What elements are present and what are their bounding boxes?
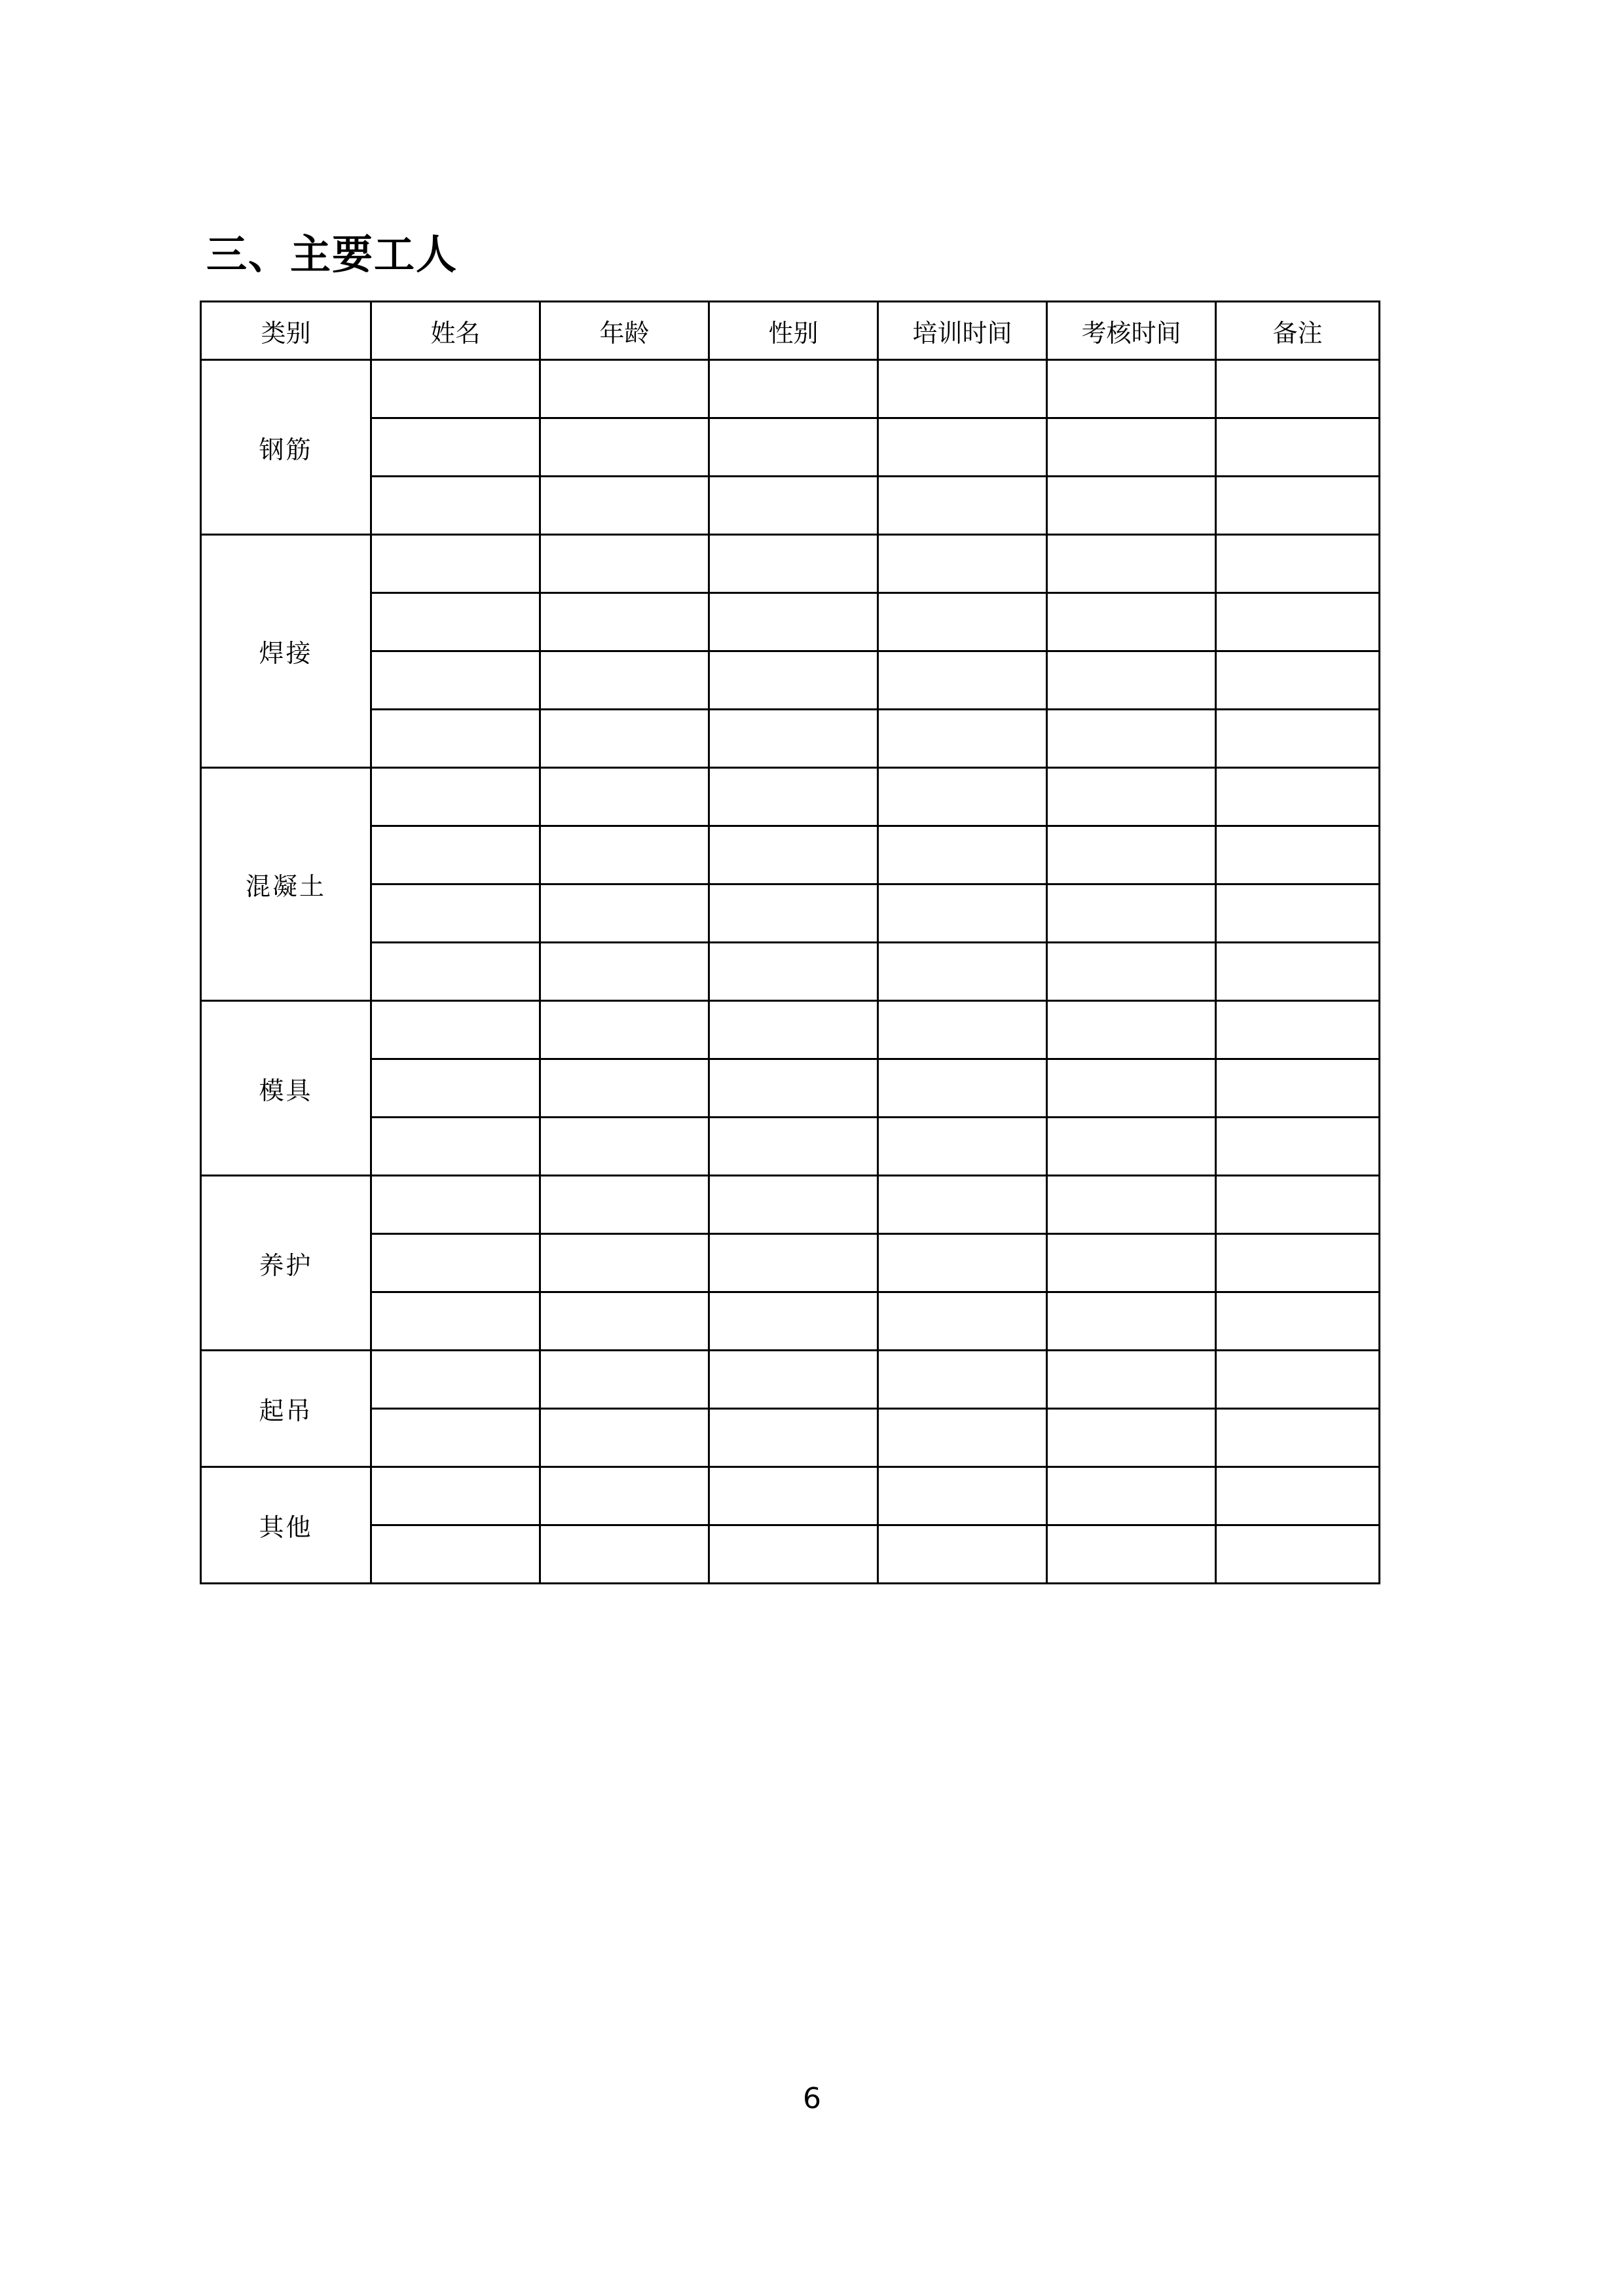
cell-gender[interactable] (709, 1351, 878, 1409)
column-header-age: 年龄 (540, 302, 709, 360)
cell-name[interactable] (371, 943, 540, 1001)
cell-name[interactable] (371, 593, 540, 651)
table-row (201, 418, 1380, 477)
cell-training-time[interactable] (878, 1409, 1047, 1467)
cell-training-time[interactable] (878, 768, 1047, 826)
cell-name[interactable] (371, 768, 540, 826)
category-cell-other: 其他 (201, 1467, 371, 1584)
cell-assessment-time[interactable] (1047, 477, 1216, 535)
table-row (201, 535, 1380, 593)
cell-training-time[interactable] (878, 1467, 1047, 1525)
cell-training-time[interactable] (878, 1234, 1047, 1292)
cell-name[interactable] (371, 360, 540, 418)
cell-age[interactable] (540, 1409, 709, 1467)
cell-name[interactable] (371, 1525, 540, 1584)
cell-assessment-time[interactable] (1047, 884, 1216, 943)
cell-assessment-time[interactable] (1047, 1234, 1216, 1292)
cell-age[interactable] (540, 943, 709, 1001)
cell-gender[interactable] (709, 535, 878, 593)
cell-remarks[interactable] (1216, 1118, 1380, 1176)
cell-remarks[interactable] (1216, 884, 1380, 943)
cell-age[interactable] (540, 826, 709, 884)
cell-age[interactable] (540, 1351, 709, 1409)
cell-remarks[interactable] (1216, 1525, 1380, 1584)
cell-gender[interactable] (709, 768, 878, 826)
table-row (201, 360, 1380, 418)
cell-gender[interactable] (709, 1409, 878, 1467)
cell-age[interactable] (540, 360, 709, 418)
cell-assessment-time[interactable] (1047, 535, 1216, 593)
cell-age[interactable] (540, 710, 709, 768)
cell-remarks[interactable] (1216, 826, 1380, 884)
cell-age[interactable] (540, 418, 709, 477)
cell-gender[interactable] (709, 826, 878, 884)
cell-name[interactable] (371, 535, 540, 593)
table-row (201, 1234, 1380, 1292)
cell-training-time[interactable] (878, 593, 1047, 651)
cell-name[interactable] (371, 884, 540, 943)
category-cell-rebar: 钢筋 (201, 360, 371, 535)
cell-gender[interactable] (709, 943, 878, 1001)
cell-training-time[interactable] (878, 1118, 1047, 1176)
table-row (201, 1525, 1380, 1584)
column-header-name: 姓名 (371, 302, 540, 360)
cell-training-time[interactable] (878, 710, 1047, 768)
cell-remarks[interactable] (1216, 1001, 1380, 1059)
cell-remarks[interactable] (1216, 943, 1380, 1001)
table-row (201, 651, 1380, 710)
cell-gender[interactable] (709, 1234, 878, 1292)
cell-age[interactable] (540, 1234, 709, 1292)
cell-name[interactable] (371, 1176, 540, 1234)
cell-remarks[interactable] (1216, 535, 1380, 593)
column-header-training-time: 培训时间 (878, 302, 1047, 360)
table-row (201, 768, 1380, 826)
main-workers-table (200, 301, 1380, 1584)
cell-name[interactable] (371, 1409, 540, 1467)
table-row (201, 943, 1380, 1001)
cell-remarks[interactable] (1216, 1351, 1380, 1409)
cell-training-time[interactable] (878, 1525, 1047, 1584)
cell-training-time[interactable] (878, 477, 1047, 535)
cell-age[interactable] (540, 1118, 709, 1176)
cell-remarks[interactable] (1216, 477, 1380, 535)
category-cell-concrete: 混凝土 (201, 768, 371, 1001)
cell-assessment-time[interactable] (1047, 943, 1216, 1001)
cell-gender[interactable] (709, 710, 878, 768)
cell-gender[interactable] (709, 1118, 878, 1176)
column-header-assessment-time: 考核时间 (1047, 302, 1216, 360)
cell-age[interactable] (540, 651, 709, 710)
cell-assessment-time[interactable] (1047, 1525, 1216, 1584)
cell-remarks[interactable] (1216, 1292, 1380, 1351)
cell-name[interactable] (371, 1351, 540, 1409)
cell-assessment-time[interactable] (1047, 710, 1216, 768)
cell-remarks[interactable] (1216, 360, 1380, 418)
cell-gender[interactable] (709, 651, 878, 710)
category-cell-hoisting: 起吊 (201, 1351, 371, 1467)
cell-assessment-time[interactable] (1047, 1467, 1216, 1525)
cell-training-time[interactable] (878, 418, 1047, 477)
cell-assessment-time[interactable] (1047, 593, 1216, 651)
cell-assessment-time[interactable] (1047, 1001, 1216, 1059)
table-row (201, 884, 1380, 943)
cell-remarks[interactable] (1216, 418, 1380, 477)
column-header-category: 类别 (201, 302, 371, 360)
cell-age[interactable] (540, 1292, 709, 1351)
cell-gender[interactable] (709, 1467, 878, 1525)
cell-assessment-time[interactable] (1047, 826, 1216, 884)
cell-training-time[interactable] (878, 651, 1047, 710)
cell-gender[interactable] (709, 477, 878, 535)
cell-assessment-time[interactable] (1047, 360, 1216, 418)
cell-assessment-time[interactable] (1047, 1176, 1216, 1234)
table-row (201, 1351, 1380, 1409)
cell-gender[interactable] (709, 1292, 878, 1351)
cell-name[interactable] (371, 1467, 540, 1525)
cell-assessment-time[interactable] (1047, 418, 1216, 477)
cell-assessment-time[interactable] (1047, 651, 1216, 710)
cell-training-time[interactable] (878, 1292, 1047, 1351)
cell-age[interactable] (540, 884, 709, 943)
table-body (201, 360, 1380, 1584)
cell-age[interactable] (540, 1525, 709, 1584)
cell-gender[interactable] (709, 1525, 878, 1584)
cell-training-time[interactable] (878, 1001, 1047, 1059)
cell-gender[interactable] (709, 1001, 878, 1059)
cell-gender[interactable] (709, 884, 878, 943)
column-header-remarks: 备注 (1216, 302, 1380, 360)
table-header-row (201, 302, 1380, 360)
cell-training-time[interactable] (878, 360, 1047, 418)
cell-assessment-time[interactable] (1047, 1118, 1216, 1176)
cell-age[interactable] (540, 1001, 709, 1059)
table-row (201, 1292, 1380, 1351)
table-row (201, 1001, 1380, 1059)
cell-training-time[interactable] (878, 826, 1047, 884)
cell-remarks[interactable] (1216, 651, 1380, 710)
cell-gender[interactable] (709, 593, 878, 651)
cell-name[interactable] (371, 1059, 540, 1118)
cell-remarks[interactable] (1216, 710, 1380, 768)
table-row (201, 826, 1380, 884)
cell-training-time[interactable] (878, 1351, 1047, 1409)
cell-assessment-time[interactable] (1047, 768, 1216, 826)
cell-assessment-time[interactable] (1047, 1292, 1216, 1351)
cell-training-time[interactable] (878, 535, 1047, 593)
page-content (200, 232, 1398, 1584)
cell-training-time[interactable] (878, 1176, 1047, 1234)
cell-age[interactable] (540, 1176, 709, 1234)
cell-age[interactable] (540, 1467, 709, 1525)
cell-training-time[interactable] (878, 884, 1047, 943)
page-number: 6 (803, 2082, 821, 2115)
category-cell-mould: 模具 (201, 1001, 371, 1176)
table-row (201, 1409, 1380, 1467)
cell-age[interactable] (540, 768, 709, 826)
cell-name[interactable] (371, 1118, 540, 1176)
cell-age[interactable] (540, 477, 709, 535)
cell-gender[interactable] (709, 1059, 878, 1118)
cell-name[interactable] (371, 418, 540, 477)
cell-remarks[interactable] (1216, 1409, 1380, 1467)
column-header-gender: 性别 (709, 302, 878, 360)
cell-remarks[interactable] (1216, 1059, 1380, 1118)
cell-assessment-time[interactable] (1047, 1059, 1216, 1118)
table-row (201, 710, 1380, 768)
cell-gender[interactable] (709, 418, 878, 477)
cell-name[interactable] (371, 651, 540, 710)
cell-remarks[interactable] (1216, 1467, 1380, 1525)
table-row (201, 1176, 1380, 1234)
cell-assessment-time[interactable] (1047, 1409, 1216, 1467)
table-row (201, 1059, 1380, 1118)
cell-gender[interactable] (709, 360, 878, 418)
cell-remarks[interactable] (1216, 1234, 1380, 1292)
table-row (201, 593, 1380, 651)
category-cell-welding: 焊接 (201, 535, 371, 768)
cell-remarks[interactable] (1216, 1176, 1380, 1234)
cell-name[interactable] (371, 1001, 540, 1059)
cell-remarks[interactable] (1216, 768, 1380, 826)
cell-training-time[interactable] (878, 1059, 1047, 1118)
cell-name[interactable] (371, 477, 540, 535)
cell-assessment-time[interactable] (1047, 1351, 1216, 1409)
cell-name[interactable] (371, 710, 540, 768)
cell-age[interactable] (540, 535, 709, 593)
cell-name[interactable] (371, 1292, 540, 1351)
cell-training-time[interactable] (878, 943, 1047, 1001)
table-row (201, 477, 1380, 535)
page-title: 三、主要工人 (206, 230, 458, 278)
cell-name[interactable] (371, 826, 540, 884)
cell-age[interactable] (540, 1059, 709, 1118)
cell-gender[interactable] (709, 1176, 878, 1234)
cell-name[interactable] (371, 1234, 540, 1292)
cell-age[interactable] (540, 593, 709, 651)
category-cell-curing: 养护 (201, 1176, 371, 1351)
cell-remarks[interactable] (1216, 593, 1380, 651)
table-row (201, 1118, 1380, 1176)
table-row (201, 1467, 1380, 1525)
